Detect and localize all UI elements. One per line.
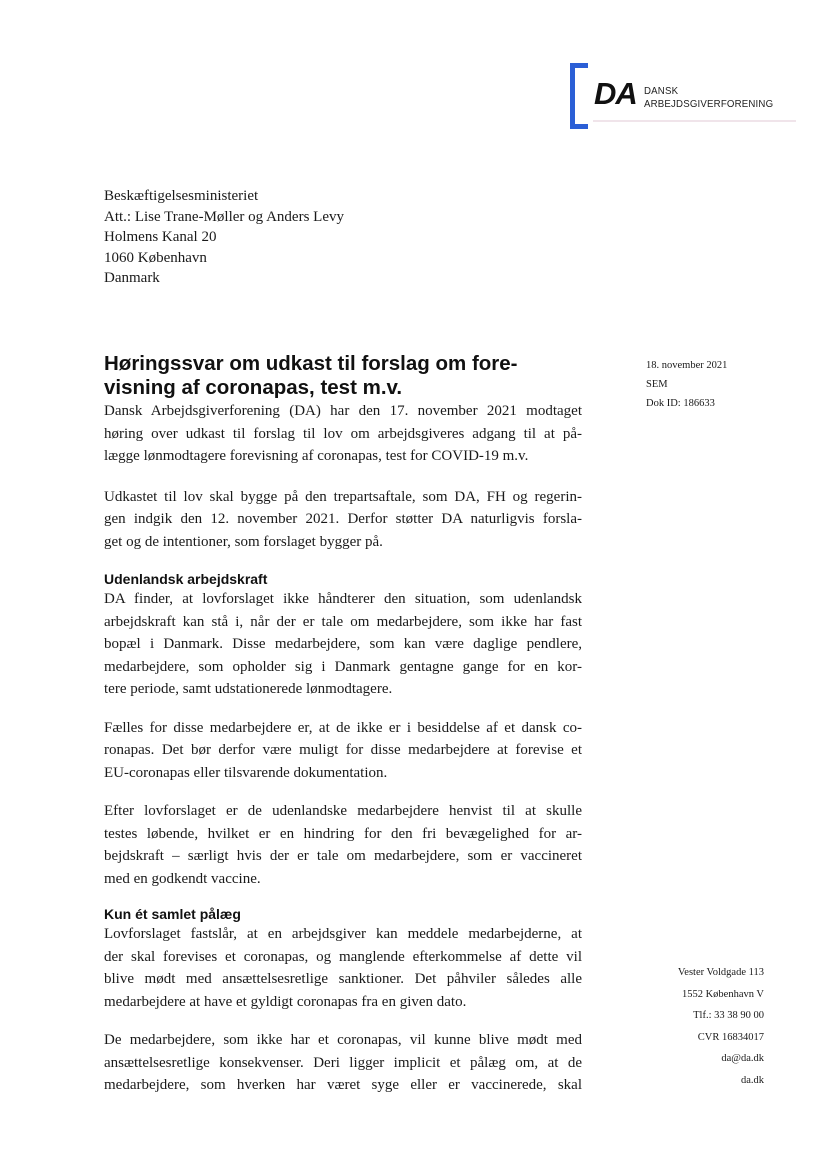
text-line: høring over udkast til forslag til lov om arbejdsgiveres adgang til at på- bbox=[104, 425, 582, 442]
letter-title bbox=[104, 352, 582, 399]
text-line: arbejdskraft kan stå i, når der er tale om medarbejdere, som ikke har fast bbox=[104, 613, 582, 630]
section-heading-foreign-labour: Udenlandsk arbejdskraft bbox=[104, 571, 268, 587]
text-line: Dansk Arbejdsgiverforening (DA) har den 17. november 2021 modtaget bbox=[104, 403, 582, 419]
meta-doc-id: Dok ID: 186633 bbox=[646, 398, 715, 409]
logo-bracket-icon bbox=[570, 63, 588, 129]
recipient-line: 1060 København bbox=[104, 249, 207, 266]
text-line: Udkastet til lov skal bygge på den trepartsaftale, som DA, FH og regerin- bbox=[104, 488, 582, 505]
recipient-line: Holmens Kanal 20 bbox=[104, 229, 217, 245]
recipient-line: Danmark bbox=[104, 270, 160, 286]
text-line: gen indgik den 12. november 2021. Derfor støtter DA naturligvis forsla- bbox=[104, 511, 582, 527]
title-line: Høringssvar om udkast til forslag om fore- bbox=[104, 352, 518, 375]
contact-city: 1552 København V bbox=[681, 988, 764, 1000]
logo-mark: DA bbox=[594, 76, 637, 111]
foreign-labour-paragraph-3 bbox=[104, 800, 582, 890]
recipient-address bbox=[104, 186, 344, 289]
meta-date: 18. november 2021 bbox=[646, 360, 728, 371]
text-line: testes løbende, hvilket er en hindring for den fri bevægelighed for ar- bbox=[104, 825, 582, 842]
text-line: med en godkendt vaccine. bbox=[104, 870, 261, 887]
recipient-line: Att.: Lise Trane-Møller og Anders Levy bbox=[104, 208, 344, 225]
text-line: Fælles for disse medarbejdere er, at de ikke er i besiddelse af et dansk co- bbox=[104, 719, 582, 736]
text-line: lægge lønmodtagere forevisning af coronapas, test for COVID-19 m.v. bbox=[104, 448, 529, 464]
text-line: DA finder, at lovforslaget ikke håndterer den situation, som udenlandsk bbox=[104, 591, 582, 607]
letter-body bbox=[104, 352, 582, 1097]
text-line: medarbejdere, som hverken har været syge eller er vaccinerede, skal bbox=[104, 1077, 582, 1093]
text-line: medarbejdere at have et gyldigt coronapas fra en given dato. bbox=[104, 993, 467, 1010]
intro-paragraph bbox=[104, 400, 582, 468]
text-line: ansættelsesretlige konsekvenser. Deri ligger implicit et pålæg om, at de bbox=[104, 1054, 582, 1071]
contact-email: da@da.dk bbox=[721, 1053, 764, 1064]
title-line: visning af coronapas, test m.v. bbox=[104, 375, 403, 399]
agreement-paragraph bbox=[104, 486, 582, 554]
text-line: get og de intentioner, som forslaget bygger på. bbox=[104, 533, 383, 550]
text-line: bopæl i Danmark. Disse medarbejdere, som kan være daglige pendlere, bbox=[104, 636, 582, 652]
text-line: blive mødt med ansættelsesretlige sanktioner. Det påhviler således alle bbox=[104, 971, 582, 987]
sender-contact bbox=[678, 962, 764, 1091]
meta-initials: SEM bbox=[646, 379, 668, 390]
header-divider bbox=[593, 120, 796, 122]
single-order-paragraph-2 bbox=[104, 1029, 582, 1097]
text-line: ronapas. Det bør derfor være muligt for disse medarbejdere at forevise et bbox=[104, 742, 582, 758]
text-line: Lovforslaget fastslår, at en arbejdsgiver kan meddele medarbejderne, at bbox=[104, 926, 582, 942]
contact-phone: Tlf.: 33 38 90 00 bbox=[693, 1010, 764, 1021]
logo-name-line1: DANSK bbox=[644, 85, 679, 97]
logo-name-line2: ARBEJDSGIVERFORENING bbox=[644, 98, 774, 110]
foreign-labour-paragraph-1 bbox=[104, 588, 582, 701]
contact-web: da.dk bbox=[740, 1074, 764, 1086]
text-line: tere periode, samt udstationerede lønmodtagere. bbox=[104, 681, 393, 697]
text-line: De medarbejdere, som ikke har et coronapas, vil kunne blive mødt med bbox=[104, 1032, 582, 1048]
single-order-paragraph-1 bbox=[104, 923, 582, 1013]
text-line: EU-coronapas eller tilsvarende dokumentation. bbox=[104, 764, 388, 781]
contact-cvr: CVR 16834017 bbox=[697, 1031, 764, 1043]
logo-name bbox=[644, 85, 773, 111]
text-line: bejdskraft – særligt hvis der er tale om medarbejdere, som er vaccineret bbox=[104, 848, 582, 864]
text-line: medarbejdere, som opholder sig i Danmark gentagne gange for en kor- bbox=[104, 658, 582, 675]
document-meta bbox=[646, 356, 727, 413]
text-line: Efter lovforslaget er de udenlandske medarbejdere henvist til at skulle bbox=[104, 803, 582, 819]
foreign-labour-paragraph-2 bbox=[104, 717, 582, 785]
contact-street: Vester Voldgade 113 bbox=[677, 967, 764, 978]
section-heading-single-order: Kun ét samlet pålæg bbox=[104, 906, 241, 922]
recipient-line: Beskæftigelsesministeriet bbox=[104, 188, 259, 204]
text-line: der skal forevises et coronapas, og manglende efterkommelse af dette vil bbox=[104, 948, 582, 965]
